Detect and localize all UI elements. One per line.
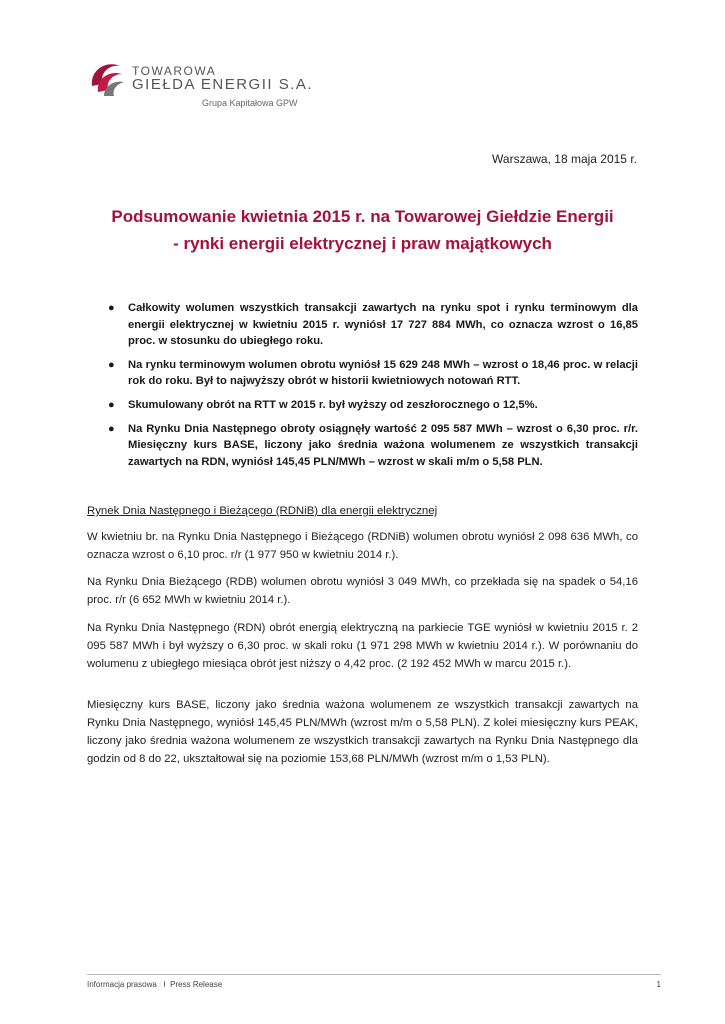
bullet-icon: ● [108,422,115,435]
logo-text-line1: TOWAROWA [132,64,217,78]
footer-divider [87,974,661,975]
highlights-list [108,300,638,477]
bullet-icon: ● [108,302,115,314]
footer-label: Informacja prasowa I Press Release [87,980,223,989]
section-heading: Rynek Dnia Następnego i Bieżącego (RDNiB) dla energii elektrycznej [87,505,438,517]
page-number: 1 [656,980,661,989]
press-date: Warszawa, 18 maja 2015 r. [492,152,637,166]
tge-logo-icon [86,56,130,100]
highlight-item: ● Na rynku terminowym wolumen obrotu wyniósł 15 629 248 MWh – wzrost o 18,46 proc. w relacji rok do roku. Był to najwyższy obrót w historii kwietniowych notowań RTT. [108,358,638,388]
title-line-2: - rynki energii elektrycznej i praw majątkowych [173,234,552,253]
body-paragraph: Miesięczny kurs BASE, liczony jako średnia ważona wolumenem ze wszystkich transakcji zawartych na Rynku Dnia Następnego, wyniósł 145,45 PLN/MWh (wzrost m/m o 5,58 PLN). Z kolei miesięczny kurs PEAK, liczony jako średnia ważona wolumenem ze wszystkich transakcji zawartych na Rynku Dnia Następnego dla godzin od 8 do 22, ukształtował się na poziomie 153,68 PLN/MWh (wzrost m/m o 1,53 PLN). [87,699,638,765]
title-line-1: Podsumowanie kwietnia 2015 r. na Towarowej Giełdzie Energii [111,207,614,226]
body-paragraph: Na Rynku Dnia Następnego (RDN) obrót energią elektryczną na parkiecie TGE wyniósł w kwietniu 2015 r. 2 095 587 MWh i był wyższy o 6,30 proc. w skali roku (1 971 298 MWh w kwietniu 2014 r.). W porównaniu do wolumenu z ubiegłego miesiąca obrót jest niższy o 4,42 proc. (2 192 452 MWh w marcu 2015 r.). [87,622,638,670]
highlight-item: ● Całkowity wolumen wszystkich transakcji zawartych na rynku spot i rynku terminowym dla energii elektrycznej w kwietniu 2015 r. wyniósł 17 727 884 MWh, co oznacza wzrost o 16,85 proc. w stosunku do ubiegłego roku. [108,302,638,348]
company-logo [86,52,326,114]
highlight-item: ● Skumulowany obrót na RTT w 2015 r. był wyższy od zeszłorocznego o 12,5%. [108,397,638,414]
body-paragraph: Na Rynku Dnia Bieżącego (RDB) wolumen obrotu wyniósł 3 049 MWh, co przekłada się na spadek o 54,16 proc. r/r (6 652 MWh w kwietniu 2014 r.). [87,576,638,606]
highlight-item: ● Na Rynku Dnia Następnego obroty osiągnęły wartość 2 095 587 MWh – wzrost o 6,30 proc. r/r. Miesięczny kurs BASE, liczony jako średnia ważona wolumenem ze wszystkich transakcji zawartych na RDN, wyniósł 145,45 PLN/MWh – wzrost w skali m/m o 5,58 PLN. [108,422,638,468]
bullet-icon: ● [108,398,115,411]
logo-text-line2: GIEŁDA ENERGII S.A. [132,76,314,93]
page-title [90,203,635,257]
body-paragraph: W kwietniu br. na Rynku Dnia Następnego i Bieżącego (RDNiB) wolumen obrotu wyniósł 2 098 636 MWh, co oznacza wzrost o 6,10 proc. r/r (1 977 950 w kwietniu 2014 r.). [87,531,638,561]
bullet-icon: ● [108,358,115,371]
logo-tagline: Grupa Kapitałowa GPW [202,98,298,108]
